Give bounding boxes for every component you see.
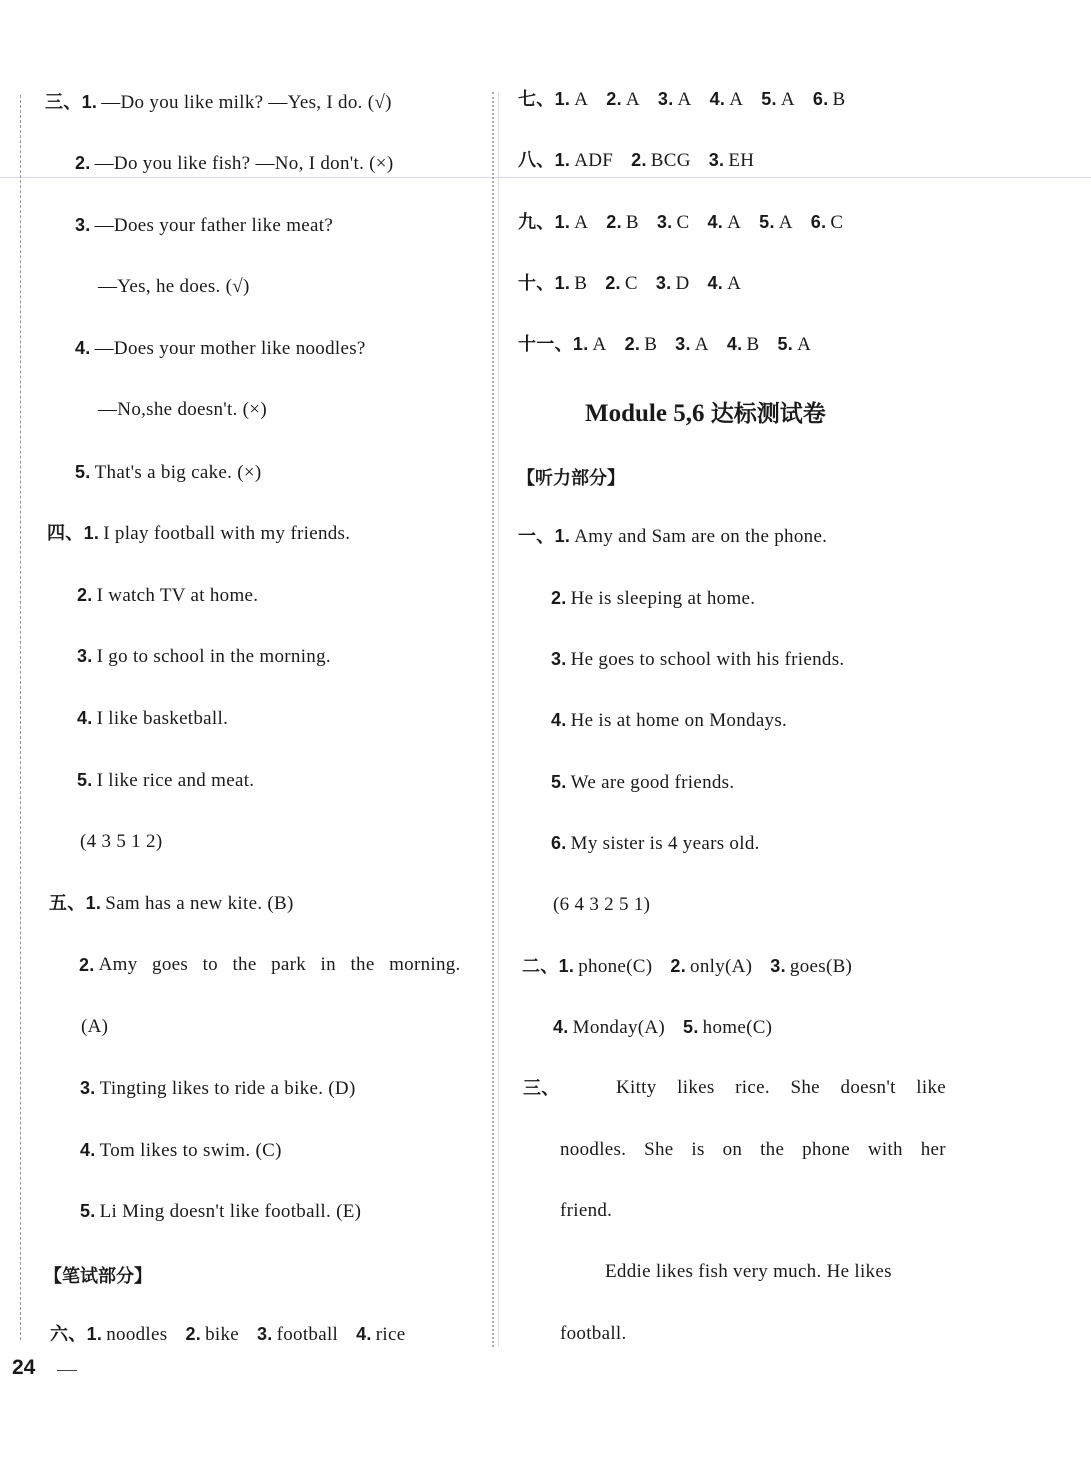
- l3-line1: [616, 1076, 946, 1100]
- answer-text: I like basketball.: [96, 708, 229, 729]
- s11-answers: [518, 332, 811, 357]
- section-label: 三、: [45, 92, 82, 113]
- answer-text: A: [677, 89, 692, 110]
- column-divider-line: [498, 92, 499, 1347]
- answer-text: B: [746, 334, 760, 355]
- question-number: 2.: [606, 89, 622, 109]
- word: her: [920, 1139, 946, 1160]
- answer-text: rice: [375, 1324, 406, 1345]
- answer-text: phone(C): [578, 956, 653, 977]
- answer-text: He is sleeping at home.: [570, 588, 756, 609]
- s7-answers: [518, 87, 846, 112]
- answer-text: EH: [728, 150, 755, 171]
- answer-text: home(C): [702, 1017, 773, 1038]
- question-number: 5.: [777, 334, 794, 354]
- question-number: 5.: [75, 462, 91, 482]
- question-number: 2.: [185, 1324, 202, 1344]
- question-number: 1.: [81, 92, 98, 112]
- answer-text: —Do you like milk? —Yes, I do. (√): [101, 92, 392, 113]
- answer-text: A: [727, 212, 742, 233]
- l1-q6: [551, 831, 760, 856]
- word: in: [320, 954, 336, 975]
- s4-order: (4 3 5 1 2): [80, 831, 163, 852]
- answer-text: A: [797, 334, 812, 355]
- section-label: 六、: [50, 1324, 87, 1345]
- word: rice.: [735, 1077, 770, 1098]
- word: park: [271, 954, 307, 975]
- answer-text: A: [592, 334, 607, 355]
- s5-q2-line2: (A): [81, 1016, 109, 1037]
- l1-q3: [551, 647, 844, 672]
- answer-text: ADF: [574, 150, 614, 171]
- s5-q5: [80, 1199, 361, 1224]
- answer-text: B: [574, 273, 588, 294]
- s4-q5: [77, 768, 254, 793]
- l2-row1: [522, 954, 852, 979]
- answer-text: B: [625, 212, 639, 233]
- question-number: 1.: [554, 89, 571, 109]
- s3-q4: [75, 336, 366, 361]
- l3-label: [523, 1077, 560, 1101]
- answer-text: C: [624, 273, 638, 294]
- question-number: 2.: [624, 334, 641, 354]
- s10-answers: [518, 271, 741, 296]
- question-number: 4.: [707, 212, 724, 232]
- answer-text: noodles: [106, 1324, 168, 1345]
- question-number: 3.: [80, 1078, 96, 1098]
- answer-text: BCG: [650, 150, 691, 171]
- s6-answers: [50, 1322, 405, 1347]
- word: the: [232, 954, 257, 975]
- page-title: [585, 395, 826, 428]
- word: likes: [677, 1077, 715, 1098]
- answer-text: Tom likes to swim. (C): [99, 1140, 282, 1161]
- question-number: 3.: [655, 273, 672, 293]
- question-number: 1.: [86, 1324, 103, 1344]
- question-number: 2.: [605, 273, 621, 293]
- section-label: 十、: [518, 273, 555, 294]
- answer-text: —Do you like fish? —No, I don't. (×): [94, 153, 394, 174]
- answer-text: Li Ming doesn't like football. (E): [99, 1201, 362, 1222]
- answer-text: Sam has a new kite. (B): [105, 893, 294, 914]
- word: morning.: [389, 954, 461, 975]
- question-number: 1.: [83, 523, 100, 543]
- section-label: 十一、: [518, 334, 573, 355]
- listening-section-header: 【听力部分】: [517, 468, 625, 489]
- answer-text: A: [778, 212, 793, 233]
- s3-q3-line2: —Yes, he does. (√): [98, 276, 250, 297]
- section-label: 三、: [523, 1078, 560, 1099]
- s5-q1: [49, 891, 294, 916]
- page-number: 24: [12, 1356, 36, 1379]
- section-label: 八、: [518, 150, 555, 171]
- question-number: 3.: [75, 215, 91, 235]
- s3-q4-line2: —No,she doesn't. (×): [98, 399, 267, 420]
- answer-text: A: [780, 89, 795, 110]
- question-number: 1.: [554, 212, 571, 232]
- question-number: 1.: [85, 893, 102, 913]
- section-label: 九、: [518, 212, 555, 233]
- question-number: 5.: [761, 89, 777, 109]
- question-number: 6.: [812, 89, 829, 109]
- s4-q2: [77, 583, 258, 608]
- s5-q4: [80, 1138, 282, 1163]
- answer-text: A: [625, 89, 640, 110]
- question-number: 5.: [551, 772, 567, 792]
- question-number: 4.: [77, 708, 93, 728]
- question-number: 4.: [80, 1140, 96, 1160]
- question-number: 4.: [709, 89, 726, 109]
- question-number: 2.: [77, 585, 93, 605]
- answer-text: He goes to school with his friends.: [570, 649, 845, 670]
- section-label: 二、: [522, 956, 559, 977]
- question-number: 3.: [656, 212, 673, 232]
- answer-text: [99, 953, 461, 977]
- answer-text: I like rice and meat.: [96, 770, 255, 791]
- word: the: [350, 954, 375, 975]
- answer-text: I play football with my friends.: [103, 523, 351, 544]
- word: like: [916, 1077, 946, 1098]
- s8-answers: [518, 148, 754, 173]
- question-number: 5.: [80, 1201, 96, 1221]
- question-number: 4.: [356, 1324, 372, 1344]
- question-number: 3.: [675, 334, 691, 354]
- word: goes: [152, 954, 189, 975]
- question-number: 3.: [77, 646, 93, 666]
- column-divider: [492, 92, 494, 1347]
- s9-answers: [518, 210, 843, 235]
- s5-q2: [79, 953, 461, 977]
- l3-line2: [560, 1138, 946, 1162]
- s3-q5: [75, 460, 262, 485]
- answer-text: A: [574, 89, 589, 110]
- l1-q2: [551, 586, 755, 611]
- l3-line3: friend.: [560, 1200, 613, 1221]
- answer-text: football: [276, 1324, 339, 1345]
- word: Kitty: [616, 1077, 657, 1098]
- page-rule: [0, 177, 1091, 178]
- question-number: 3.: [770, 956, 786, 976]
- word: phone: [802, 1139, 850, 1160]
- s3-q1: [45, 90, 392, 115]
- l2-row2: [553, 1015, 772, 1040]
- question-number: 5.: [77, 770, 93, 790]
- answer-text: He is at home on Mondays.: [570, 710, 788, 731]
- s4-q4: [77, 706, 228, 731]
- answer-text: A: [727, 273, 742, 294]
- question-number: 4.: [75, 338, 91, 358]
- l3-line4: Eddie likes fish very much. He likes: [605, 1261, 892, 1282]
- word: noodles.: [560, 1139, 627, 1160]
- word: on: [722, 1139, 743, 1160]
- left-margin-rule: [20, 95, 21, 1340]
- answer-text: bike: [205, 1324, 239, 1345]
- section-label: 五、: [49, 893, 86, 914]
- title-chinese: 达标测试卷: [710, 401, 826, 427]
- l1-order: (6 4 3 2 5 1): [553, 894, 651, 915]
- title-english: Module 5,6: [585, 400, 705, 427]
- answer-text: That's a big cake. (×): [94, 462, 262, 483]
- answer-text: B: [832, 89, 846, 110]
- answer-text: —Does your father like meat?: [94, 215, 334, 236]
- answer-text: I go to school in the morning.: [96, 646, 331, 667]
- l3-line5: football.: [560, 1323, 627, 1344]
- question-number: 4.: [726, 334, 743, 354]
- word: Amy: [98, 954, 138, 975]
- question-number: 1.: [558, 956, 575, 976]
- question-number: 2.: [631, 150, 647, 170]
- answer-text: My sister is 4 years old.: [570, 833, 760, 854]
- question-number: 6.: [551, 833, 567, 853]
- answer-text: C: [676, 212, 690, 233]
- question-number: 5.: [759, 212, 775, 232]
- answer-text: A: [574, 212, 589, 233]
- question-number: 1.: [572, 334, 589, 354]
- s3-q3: [75, 213, 333, 238]
- l1-q4: [551, 708, 787, 733]
- question-number: 3.: [257, 1324, 273, 1344]
- s5-q3: [80, 1076, 356, 1101]
- question-number: 1.: [554, 150, 571, 170]
- question-number: 2.: [551, 588, 567, 608]
- question-number: 5.: [683, 1017, 699, 1037]
- answer-text: I watch TV at home.: [96, 585, 259, 606]
- question-number: 3.: [708, 150, 725, 170]
- question-number: 2.: [75, 153, 91, 173]
- section-label: 七、: [518, 89, 555, 110]
- question-number: 2.: [670, 956, 687, 976]
- question-number: 2.: [606, 212, 622, 232]
- l1-q5: [551, 770, 734, 795]
- page-number-dash: [57, 1370, 77, 1371]
- answer-text: A: [694, 334, 709, 355]
- answer-text: D: [675, 273, 690, 294]
- question-number: 2.: [79, 955, 95, 975]
- answer-text: Amy and Sam are on the phone.: [574, 526, 828, 547]
- answer-text: C: [830, 212, 844, 233]
- answer-text: We are good friends.: [570, 772, 735, 793]
- written-section-header: 【笔试部分】: [44, 1266, 152, 1287]
- section-label: 四、: [47, 523, 84, 544]
- section-label: 一、: [518, 526, 555, 547]
- answer-text: Tingting likes to ride a bike. (D): [99, 1078, 356, 1099]
- question-number: 3.: [657, 89, 674, 109]
- answer-text: only(A): [690, 956, 753, 977]
- word: is: [691, 1139, 705, 1160]
- word: with: [867, 1139, 903, 1160]
- s3-q2: [75, 151, 393, 176]
- answer-text: —Does your mother like noodles?: [94, 338, 366, 359]
- question-number: 4.: [551, 710, 567, 730]
- question-number: 6.: [810, 212, 827, 232]
- l1-q1: [518, 524, 827, 549]
- word: to: [202, 954, 218, 975]
- question-number: 4.: [707, 273, 724, 293]
- word: She: [644, 1139, 674, 1160]
- answer-text: goes(B): [789, 956, 853, 977]
- answer-text: Monday(A): [572, 1017, 666, 1038]
- answer-text: B: [644, 334, 658, 355]
- question-number: 1.: [554, 526, 571, 546]
- question-number: 1.: [554, 273, 571, 293]
- word: doesn't: [840, 1077, 896, 1098]
- s4-q3: [77, 644, 331, 669]
- answer-text: A: [729, 89, 744, 110]
- question-number: 4.: [553, 1017, 569, 1037]
- question-number: 3.: [551, 649, 567, 669]
- word: She: [790, 1077, 820, 1098]
- s4-q1: [47, 521, 350, 546]
- word: the: [760, 1139, 785, 1160]
